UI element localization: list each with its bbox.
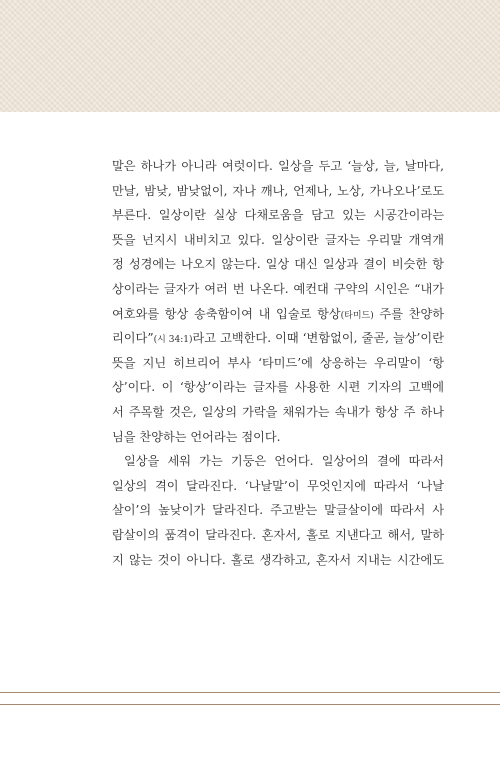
footer-rule-top: [0, 692, 500, 693]
text-line: 님을 찬양하는 언어라는 점이다.: [112, 429, 281, 444]
text-line: 일상을 세워 가는 기둥은 언어다. 일상어의 결에 따라서: [124, 454, 444, 469]
text-line: [112, 326, 444, 351]
text-line: 상이라는 글자가 여러 번 나온다. 예컨대 구약의 시인은 “내가: [112, 281, 444, 296]
text-line: 정 성경에는 나오지 않는다. 일상 대신 일상과 결이 비슷한 항: [112, 257, 444, 272]
text-line: 람살이의 품격이 달라진다. 혼자서, 홀로 지낸다고 해서, 말하: [112, 527, 444, 542]
text-segment: 라고 고백한다. 이때 ‘변함없이, 줄곧, 늘상’이란: [192, 331, 444, 346]
text-line: 만날, 밤낮, 밤낮없이, 자나 깨나, 언제나, 노상, 가나오나’로도: [112, 183, 444, 198]
text-segment: 주를 찬양하: [373, 306, 444, 321]
text-line: 상’이다. 이 ‘항상’이라는 글자를 사용한 시편 기자의 고백에: [112, 380, 444, 395]
verse-reference: (시 34:1): [153, 335, 193, 346]
hebrew-note: (타미드): [340, 310, 374, 321]
text-line: 서 주목할 것은, 일상의 가락을 채워가는 속내가 항상 주 하나: [112, 404, 444, 419]
text-line: 뜻을 넌지시 내비치고 있다. 일상이란 글자는 우리말 개역개: [112, 232, 444, 247]
text-line: 뜻을 지닌 히브리어 부사 ‘타미드’에 상응하는 우리말이 ‘항: [112, 355, 444, 370]
text-segment: 리이다”: [112, 331, 154, 346]
text-line: [112, 302, 444, 327]
paragraph-2: [112, 449, 444, 572]
text-segment: 여호와를 항상 송축함이여 내 입술로 항상: [112, 306, 341, 321]
text-line: 살이’의 높낮이가 달라진다. 주고받는 말글살이에 따라서 사: [112, 503, 444, 518]
body-text: [112, 154, 444, 572]
header-texture-band: [0, 0, 500, 112]
text-line: 일상의 격이 달라진다. ‘나날말’이 무엇인지에 따라서 ‘나날: [112, 478, 444, 493]
text-line: 부른다. 일상이란 실상 다채로움을 담고 있는 시공간이라는: [112, 208, 444, 223]
paragraph-1: [112, 154, 444, 449]
footer-rule-bottom: [0, 704, 500, 705]
text-line: 말은 하나가 아니라 여럿이다. 일상을 두고 ‘늘상, 늘, 날마다,: [112, 159, 444, 173]
text-line: 지 않는 것이 아니다. 홀로 생각하고, 혼자서 지내는 시간에도: [112, 552, 444, 567]
